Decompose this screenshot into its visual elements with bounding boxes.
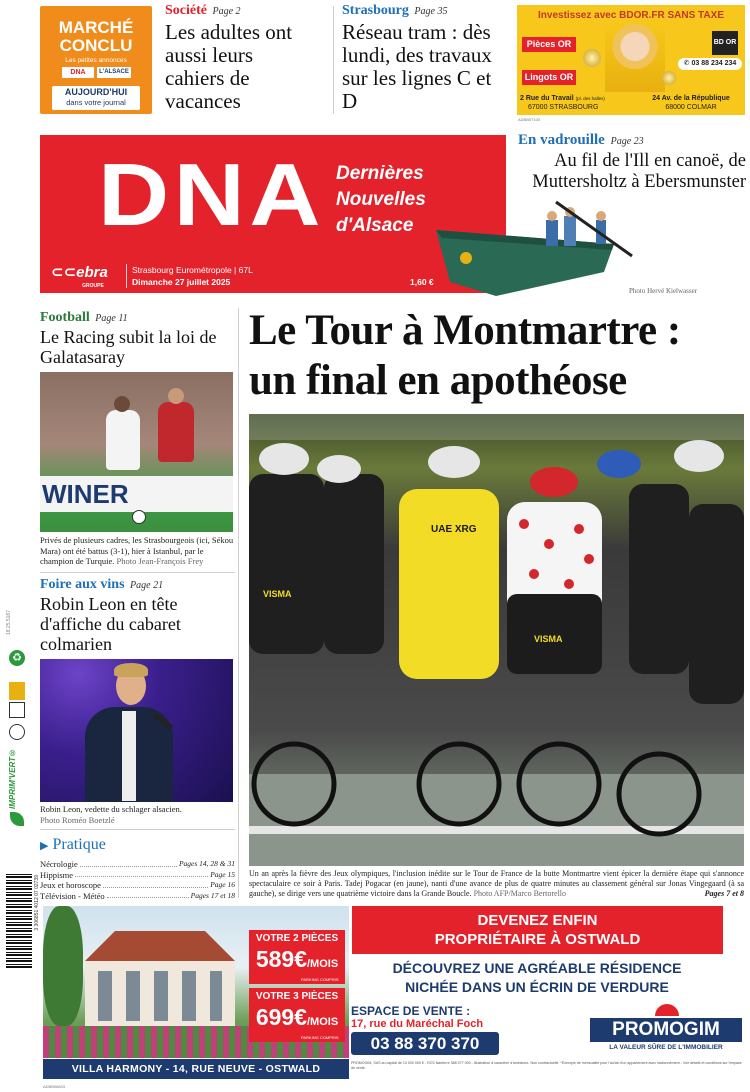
kicker-strasbourg [342, 3, 512, 19]
offer2-price-row [249, 1004, 345, 1031]
pratique-row[interactable] [40, 880, 235, 891]
headline-football: Le Racing subit la loi de Galatasaray [40, 327, 217, 367]
promo-title-1: MARCHÉ [58, 18, 134, 37]
pratique-row-dots [107, 891, 189, 899]
offer2-label: VOTRE 3 PIÈCES [255, 991, 339, 1002]
masthead-title-line3: d'Alsace [336, 215, 414, 236]
offer2-price: 699€ [255, 1004, 307, 1030]
kicker-vadrouille [518, 132, 746, 149]
masthead-title-line1: Dernières [336, 163, 424, 184]
bdor-address-2 [638, 94, 744, 112]
bdor-ad-title: Investissez avec BDOR.FR SANS TAXE [538, 10, 724, 21]
ad-subheadline: DÉCOUVREZ UNE AGRÉABLE RÉSIDENCE NICHÉE DANS UN ÉCRIN DE VERDURE [392, 960, 682, 995]
offer2-unit: /MOIS [307, 1016, 339, 1028]
kicker-societe-page: Page 2 [212, 6, 241, 17]
bdor-logo: BD OR [712, 31, 738, 55]
kicker-strasbourg-page: Page 35 [414, 6, 448, 17]
bdor-ad[interactable] [517, 5, 745, 115]
masthead-title [336, 161, 426, 239]
player-red-head [168, 388, 184, 404]
foire-caption [40, 804, 235, 825]
info-tri-icon [9, 724, 25, 740]
marche-conclu-promo[interactable] [40, 6, 152, 114]
masthead-separator [126, 264, 127, 288]
building-roof [85, 931, 235, 961]
pratique-row-pages: Pages 14, 28 & 31 [178, 859, 235, 868]
pratique-row-pages: Pages 17 et 18 [190, 890, 235, 900]
divider [40, 572, 235, 573]
tree [43, 906, 83, 1026]
bdor-phone [678, 58, 742, 70]
main-headline [249, 306, 749, 406]
football-credit: Photo Jean-François Frey [116, 556, 204, 566]
bdor-item-pieces: Pièces OR [522, 37, 576, 52]
recycle-icon: ♻ [9, 650, 25, 666]
offer1-label: VOTRE 2 PIÈCES [255, 933, 339, 944]
main-caption [249, 869, 744, 899]
pratique-row-pages: Page 15 [210, 869, 235, 879]
teaser-strasbourg[interactable] [342, 3, 512, 113]
singer-shirt [122, 711, 136, 801]
teaser-vadrouille[interactable] [518, 132, 746, 193]
main-caption-text: Un an après la fièvre des Jeux olympiques, l'inclusion inédite sur le Tour de France de la butte Montmartre vient épicer la dernière étape qui s'annonce spectaculaire ce soir à Paris. Tadej Pogacar (en jaune), nanti d'une avance de plus de quatre minutes au classement général sur Jonas Vingegaard (à sa gauche), se dirige vers une quatrième victoire dans la Grande Boucle. [249, 869, 744, 898]
pratique-list [40, 859, 235, 901]
promo-today-box [52, 86, 140, 110]
promo-today-sub: dans votre journal [66, 98, 126, 107]
football-photo [40, 372, 233, 532]
foire-caption-text: Robin Leon, vedette du schlager alsacien. [40, 804, 182, 814]
edition: Strasbourg Eurométropole | 67L [132, 265, 253, 275]
bdor-item-lingots: Lingots OR [522, 70, 576, 85]
stadium-banner-text: WINER [42, 479, 129, 509]
sales-label: ESPACE DE VENTE : [351, 1004, 471, 1018]
pratique-row[interactable] [40, 891, 235, 902]
bdor-addr2-street: 24 Av. de la République [652, 95, 730, 102]
teaser-societe[interactable] [165, 3, 325, 113]
date: Dimanche 27 juillet 2025 [132, 277, 231, 287]
pratique-title-text: Pratique [52, 836, 106, 853]
vadrouille-credit: Photo Hervé Kielwasser [629, 287, 698, 295]
kicker-football-page: Page 11 [95, 313, 128, 324]
offer-2-pieces [249, 930, 345, 984]
bdor-person-photo [605, 22, 665, 92]
phone-icon: ✆ [683, 60, 690, 67]
imprim-vert-leaf-icon [10, 812, 24, 826]
player-red [158, 402, 194, 462]
promo-title-2: CONCLU [59, 36, 133, 55]
bdor-addr1-street: 2 Rue du Travail [520, 95, 574, 102]
ad-headline: DEVENEZ ENFIN PROPRIÉTAIRE À OSTWALD [352, 906, 723, 954]
football-caption [40, 535, 235, 567]
pratique-title [40, 836, 235, 855]
promo-badge-alsace: L'ALSACE [97, 67, 131, 78]
pratique-row-dots [80, 859, 177, 867]
tour-de-france-photo [249, 414, 744, 866]
sorting-icon [9, 682, 25, 700]
barcode-digits: 3 306851 4012 07 02739 [34, 875, 40, 931]
yellow-jersey-text: UAE XRG [431, 524, 477, 535]
kicker-foire-label: Foire aux vins [40, 577, 125, 592]
ad-address-bar: VILLA HARMONY - 14, RUE NEUVE - OSTWALD [43, 1059, 349, 1079]
main-headline-line2: un final en apothéose [249, 357, 627, 404]
player-white-head [114, 396, 130, 412]
side-code: 18.25.5187 [6, 610, 12, 636]
offer1-price-row [249, 946, 345, 973]
ad-fine-print: PROMOGIM, SAS au capital de 10 000 000 € - RCS Nanterre 388 077 000 - Illustration à caractère d'ambiance. Non contractuelle. *Exemple de mensualité pour l'achat d'un appartement avec stationnement - Voir détails et conditions sur l'espace de vente. [351, 1061, 742, 1070]
bottom-ad-ref: ADBB06803 [43, 1084, 66, 1089]
singer-hair [114, 663, 148, 677]
pratique-row-pages: Page 16 [210, 880, 235, 889]
main-credit: Photo AFP/Marco Bertorello [473, 889, 567, 898]
offer1-note: PARKING COMPRIS [301, 977, 339, 982]
pratique-box[interactable] [40, 836, 235, 901]
promogim-tagline: LA VALEUR SÛRE DE L'IMMOBILIER [609, 1044, 723, 1051]
triangle-right-icon: ▶ [40, 840, 49, 852]
bdor-addr1-note: (pl. des halles) [575, 96, 605, 101]
offer2-note: PARKING COMPRIS [301, 1035, 339, 1040]
sales-address: 17, rue du Maréchal Foch [351, 1018, 484, 1030]
pratique-row-label: Nécrologie [40, 859, 78, 869]
ebra-mark-icon: ⊂⊂ [51, 264, 77, 281]
offer1-unit: /MOIS [307, 958, 339, 970]
offer-3-pieces [249, 988, 345, 1042]
offer1-price: 589€ [255, 946, 307, 972]
ad-phone[interactable]: 03 88 370 370 [351, 1032, 499, 1055]
kicker-foire [40, 577, 235, 593]
main-headline-line1: Le Tour à Montmartre : [249, 307, 681, 354]
triman-icon [9, 702, 25, 718]
foire-credit: Photo Roméo Boetzlé [40, 814, 115, 825]
kicker-strasbourg-label: Strasbourg [342, 3, 409, 18]
promo-badge-dna: DNA [62, 67, 94, 78]
polka-jersey-text: VISMA [534, 634, 563, 644]
ebra-logo-sub: GROUPE [82, 283, 104, 289]
building-windows [98, 971, 222, 1021]
headline-strasbourg: Réseau tram : dès lundi, des travaux sur les lignes C et D [342, 20, 492, 113]
divider [333, 6, 334, 114]
promo-sub: Les petites annonces [65, 57, 127, 64]
rider-left-text: VISMA [263, 589, 292, 599]
kicker-vadrouille-page: Page 23 [610, 136, 644, 147]
divider [238, 308, 239, 898]
pratique-row[interactable] [40, 870, 235, 881]
promo-today: AUJOURD'HUI [64, 87, 128, 97]
peloton-illustration [249, 414, 744, 866]
kicker-football-label: Football [40, 310, 90, 325]
teaser-football[interactable] [40, 310, 235, 367]
promogim-logo: PROMOGIM [590, 1018, 742, 1042]
canoe-photo [436, 192, 636, 302]
kicker-societe [165, 3, 325, 19]
football-caption-text: Privés de plusieurs cadres, les Strasbourgeois (ici, Sékou Mara) ont été battus (3-1), hier à Istanbul, par le champion de Turquie. [40, 535, 234, 566]
kicker-football [40, 310, 235, 326]
headline-vadrouille: Au fil de l'Ill en canoë, de Muttersholtz à Ebersmunster [532, 151, 746, 192]
bdor-addr2-city: 68000 COLMAR [665, 104, 717, 111]
kicker-societe-label: Société [165, 3, 207, 18]
pratique-row-dots [75, 870, 208, 878]
bdor-address-1 [520, 94, 632, 112]
player-white [106, 410, 140, 470]
ad-ref: ADBB07103 [518, 117, 541, 122]
pratique-row[interactable] [40, 859, 235, 870]
kicker-foire-page: Page 21 [130, 580, 164, 591]
ball-icon [132, 510, 146, 524]
headline-foire: Robin Leon en tête d'affiche du cabaret colmarien [40, 594, 181, 654]
kicker-vadrouille-label: En vadrouille [518, 132, 605, 148]
divider [40, 829, 235, 830]
singer-photo [40, 659, 233, 802]
imprim-vert: IMPRIM'VERT® [8, 748, 17, 809]
headline-societe: Les adultes ont aussi leurs cahiers de vacances [165, 20, 293, 113]
ebra-logo-text: ebra [76, 264, 108, 281]
teaser-foire[interactable] [40, 577, 235, 654]
bdor-addr1-city: 67000 STRASBOURG [528, 104, 599, 111]
gold-coin-icon [583, 49, 601, 67]
gold-coin-icon [662, 71, 676, 85]
main-pages: Pages 7 et 8 [704, 889, 744, 898]
pratique-row-label: Hippisme [40, 869, 74, 880]
masthead-title-line2: Nouvelles [336, 189, 426, 210]
pratique-row-label: Jeux et horoscope [40, 880, 101, 890]
promogim-logo-mark [655, 1004, 679, 1016]
promogim-ad[interactable] [43, 906, 749, 1082]
ebra-logo [51, 265, 108, 294]
dna-logo: DNA [98, 145, 325, 244]
bdor-phone-number: 03 88 234 234 [691, 60, 737, 67]
pratique-row-dots [103, 880, 208, 888]
pratique-row-label: Télévision - Météo [40, 890, 105, 901]
price: 1,60 € [410, 277, 434, 287]
barcode [6, 873, 32, 968]
